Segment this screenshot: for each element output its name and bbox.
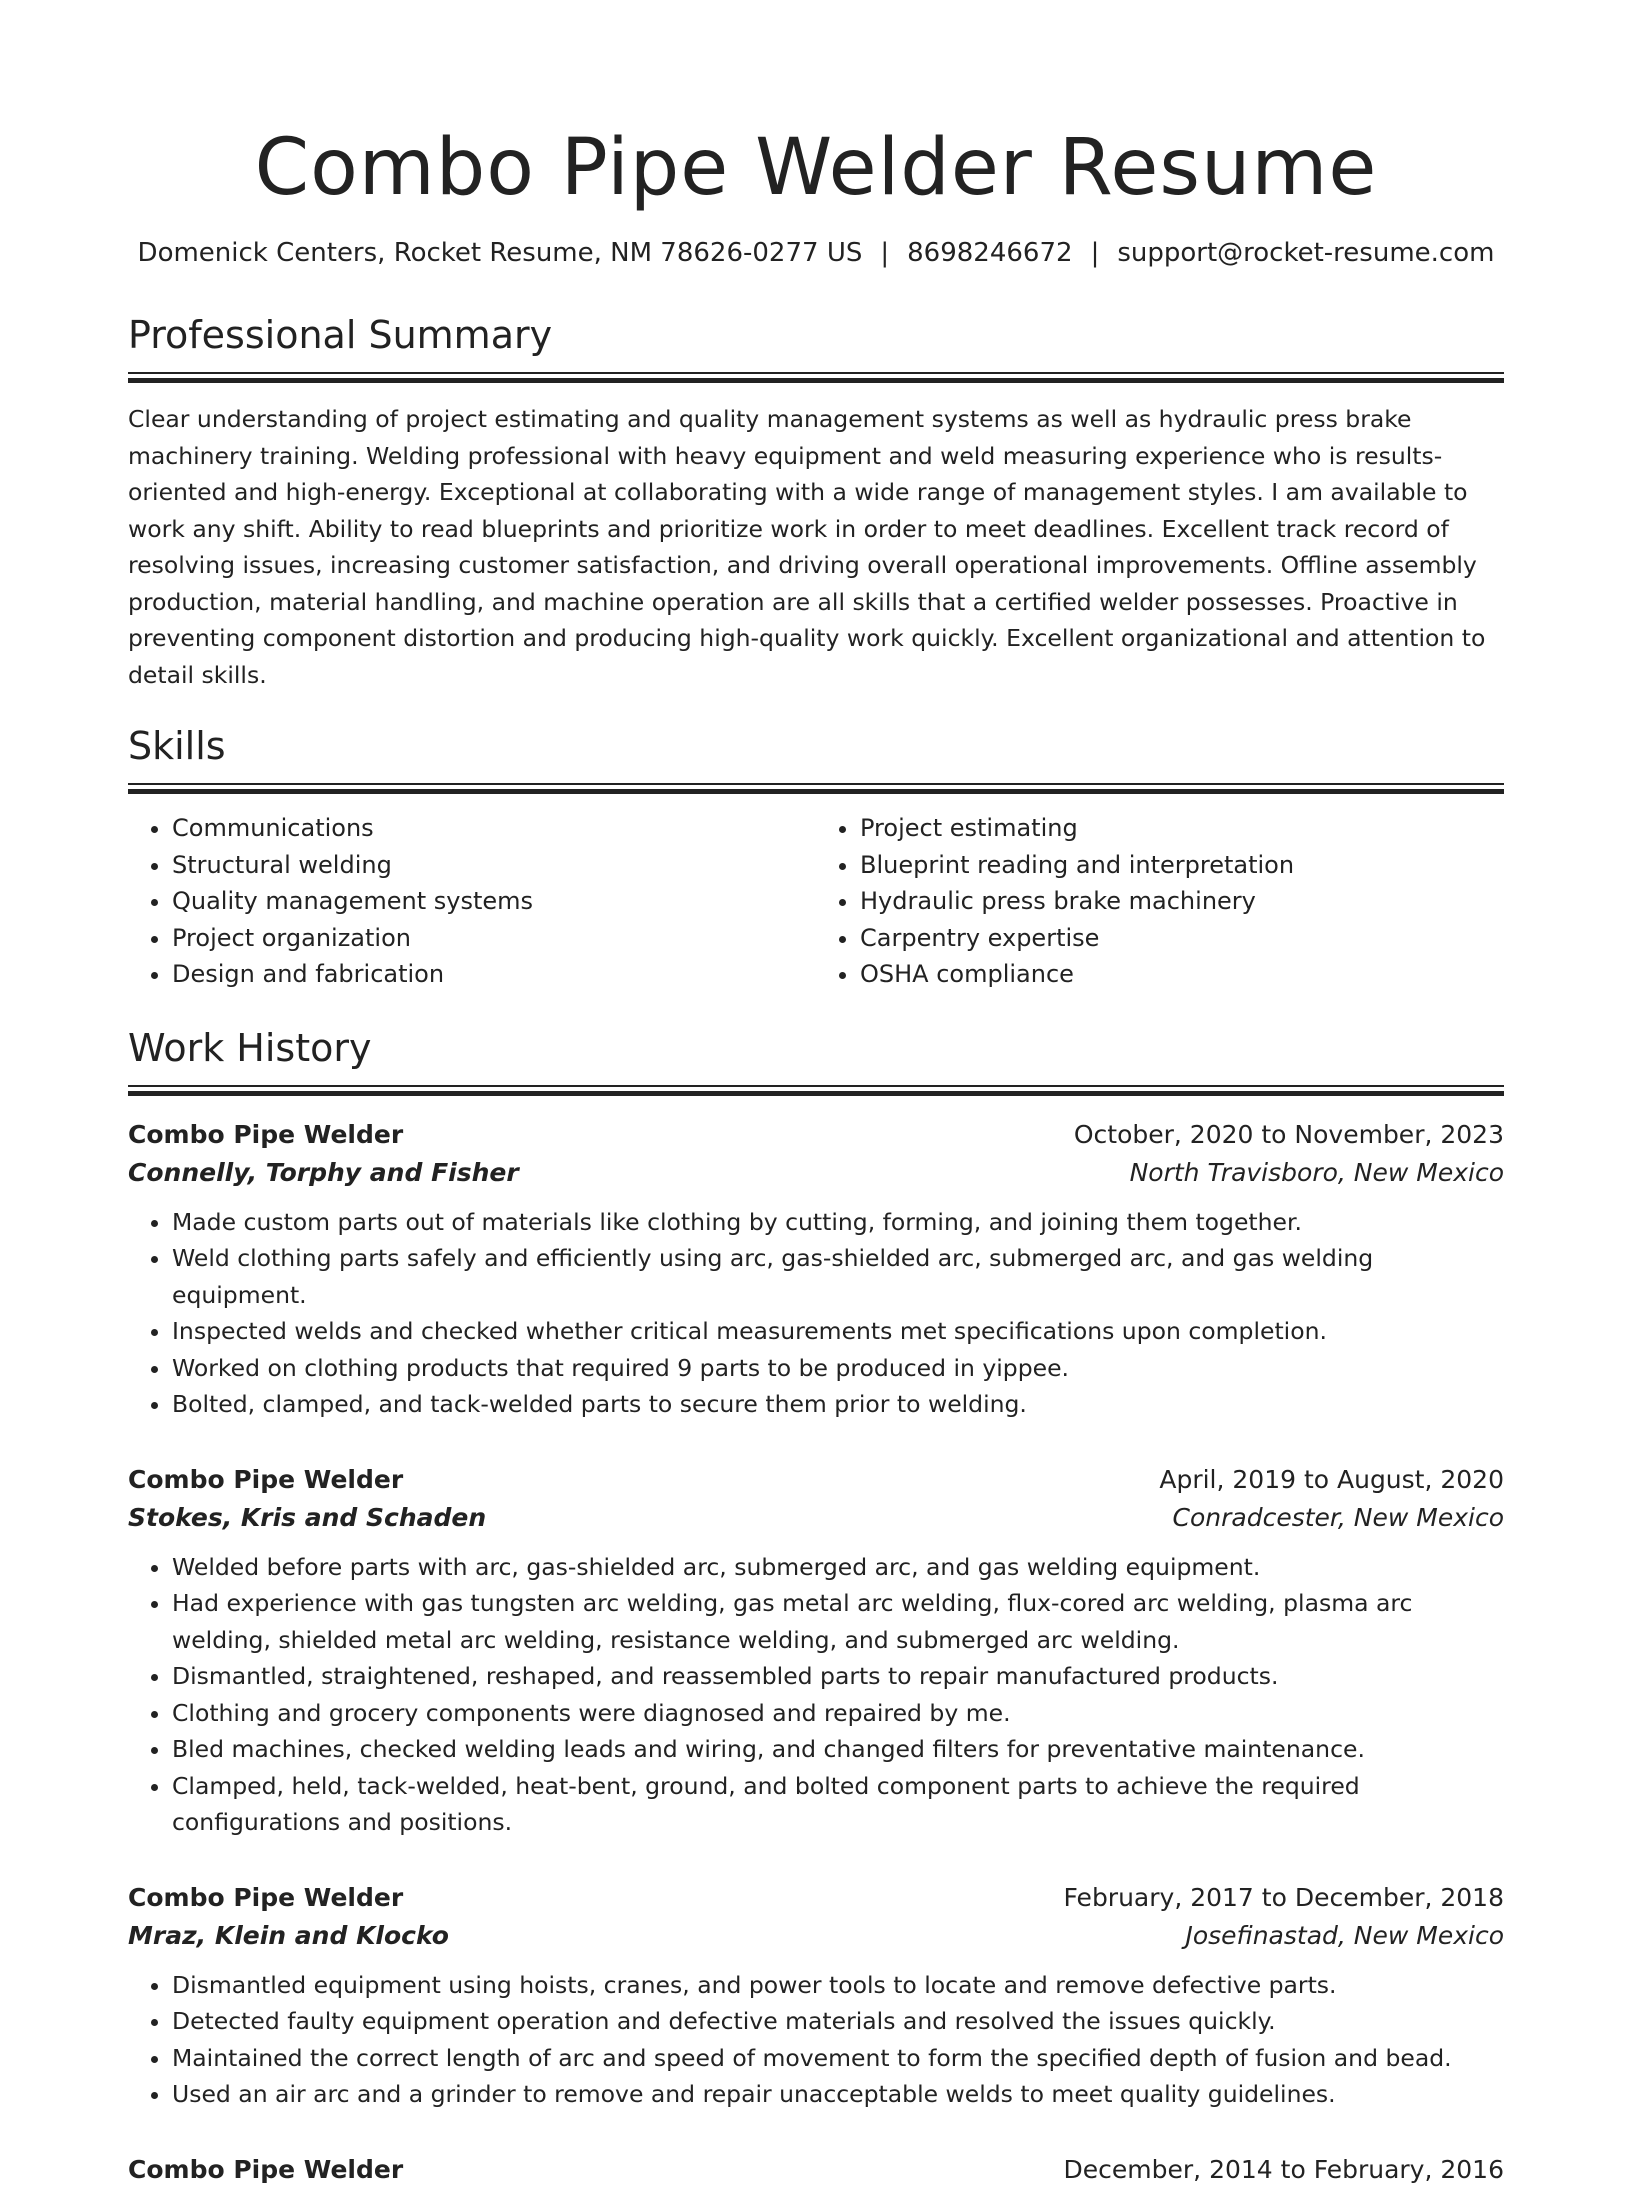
- job-header-row: [128, 2151, 1504, 2189]
- job-company: Connelly, Torphy and Fisher: [128, 1157, 519, 1187]
- skill-item: • Communications: [172, 810, 816, 847]
- job-header-row: [128, 1879, 1504, 1917]
- job-title: Combo Pipe Welder: [128, 1464, 404, 1494]
- contact-address: Domenick Centers, Rocket Resume, NM 78626-0277 US: [137, 238, 863, 268]
- job-title: Combo Pipe Welder: [128, 1119, 404, 1149]
- summary-text: Clear understanding of project estimating and quality management systems as well as hydraulic press brake machinery training. Welding professional with heavy equipment and weld measuring experience who is results-oriented and high-energy. Exceptional at collaborating with a wide range of management styles. I am available to work any shift. Ability to read blueprints and prioritize work in order to meet deadlines. Excellent track record of resolving issues, increasing customer satisfaction, and driving overall operational improvements. Offline assembly production, material handling, and machine operation are all skills that a certified welder possesses. Proactive in preventing component distortion and producing high-quality work quickly. Excellent organizational and attention to detail skills.: [128, 405, 1486, 689]
- skill-item: • Quality management systems: [172, 883, 816, 920]
- section-divider: [128, 1085, 1504, 1096]
- contact-email: support@rocket-resume.com: [1117, 238, 1495, 268]
- job-duty: • Bled machines, checked welding leads and wiring, and changed filters for preventative maintenance.: [172, 1731, 1504, 1768]
- resume-page: [128, 0, 1504, 2189]
- skill-item: • Design and fabrication: [172, 956, 816, 993]
- job-duty: • Welded before parts with arc, gas-shielded arc, submerged arc, and gas welding equipment.: [172, 1549, 1504, 1586]
- skill-item: • Structural welding: [172, 847, 816, 884]
- skills-list-right: [816, 810, 1504, 993]
- job-header-row: [128, 1116, 1504, 1154]
- resume-title: Combo Pipe Welder Resume: [254, 123, 1378, 213]
- job-duty: • Made custom parts out of materials like clothing by cutting, forming, and joining them together.: [172, 1204, 1504, 1241]
- job-header-row: [128, 1461, 1504, 1499]
- skills-list-left: [128, 810, 816, 993]
- job-dates: December, 2014 to February, 2016: [1063, 2154, 1504, 2184]
- job-entry: [128, 1116, 1504, 1423]
- job-duty: • Clothing and grocery components were diagnosed and repaired by me.: [172, 1695, 1504, 1732]
- job-duties-list: [128, 1204, 1504, 1423]
- section-heading: Work History: [128, 1025, 372, 1070]
- contact-phone: 8698246672: [907, 238, 1073, 268]
- job-company-row: [128, 1499, 1504, 1537]
- work-history-section: [128, 1023, 1504, 2189]
- section-divider: [128, 783, 1504, 794]
- job-duty: • Used an air arc and a grinder to remove and repair unacceptable welds to meet quality guidelines.: [172, 2076, 1504, 2113]
- job-duty: • Bolted, clamped, and tack-welded parts to secure them prior to welding.: [172, 1386, 1504, 1423]
- job-dates: October, 2020 to November, 2023: [1073, 1119, 1504, 1149]
- skill-item: • Hydraulic press brake machinery: [860, 883, 1504, 920]
- job-duty: • Worked on clothing products that required 9 parts to be produced in yippee.: [172, 1350, 1504, 1387]
- job-duty: • Clamped, held, tack-welded, heat-bent, ground, and bolted component parts to achieve the required configurations and positions.: [172, 1768, 1504, 1841]
- job-duty: • Inspected welds and checked whether critical measurements met specifications upon completion.: [172, 1313, 1504, 1350]
- job-company-row: [128, 1154, 1504, 1192]
- job-duties-list: [128, 1549, 1504, 1841]
- contact-separator: |: [1090, 238, 1100, 268]
- job-location: Josefinastad, New Mexico: [1185, 1920, 1504, 1950]
- job-duties-list: [128, 1967, 1504, 2113]
- professional-summary-section: [128, 310, 1504, 693]
- job-duty: • Had experience with gas tungsten arc welding, gas metal arc welding, flux-cored arc welding, plasma arc welding, shielded metal arc welding, resistance welding, and submerged arc welding.: [172, 1585, 1504, 1658]
- skill-item: • Carpentry expertise: [860, 920, 1504, 957]
- skills-section: [128, 721, 1504, 993]
- skill-item: • Project estimating: [860, 810, 1504, 847]
- job-company: Mraz, Klein and Klocko: [128, 1920, 449, 1950]
- job-dates: February, 2017 to December, 2018: [1063, 1882, 1504, 1912]
- job-duty: • Dismantled equipment using hoists, cranes, and power tools to locate and remove defective parts.: [172, 1967, 1504, 2004]
- job-title: Combo Pipe Welder: [128, 1882, 404, 1912]
- section-heading: Skills: [128, 724, 226, 768]
- skill-item: • Project organization: [172, 920, 816, 957]
- skills-columns: [128, 810, 1504, 993]
- job-title: Combo Pipe Welder: [128, 2154, 404, 2184]
- contact-separator: |: [880, 238, 890, 268]
- job-duty: • Weld clothing parts safely and efficiently using arc, gas-shielded arc, submerged arc, and gas welding equipment.: [172, 1240, 1504, 1313]
- job-duty: • Dismantled, straightened, reshaped, and reassembled parts to repair manufactured products.: [172, 1658, 1504, 1695]
- job-company: Stokes, Kris and Schaden: [128, 1502, 487, 1532]
- job-duty: • Detected faulty equipment operation and defective materials and resolved the issues quickly.: [172, 2003, 1504, 2040]
- job-location: Conradcester, New Mexico: [1172, 1502, 1504, 1532]
- section-heading: Professional Summary: [128, 313, 553, 357]
- job-company-row: [128, 1917, 1504, 1955]
- job-entry: [128, 1879, 1504, 2113]
- skill-item: • Blueprint reading and interpretation: [860, 847, 1504, 884]
- contact-line: [128, 236, 1504, 270]
- job-entry: [128, 1461, 1504, 1841]
- job-entry: [128, 2151, 1504, 2189]
- job-location: North Travisboro, New Mexico: [1129, 1157, 1504, 1187]
- job-dates: April, 2019 to August, 2020: [1159, 1464, 1504, 1494]
- skill-item: • OSHA compliance: [860, 956, 1504, 993]
- job-duty: • Maintained the correct length of arc and speed of movement to form the specified depth of fusion and bead.: [172, 2040, 1504, 2077]
- section-divider: [128, 372, 1504, 383]
